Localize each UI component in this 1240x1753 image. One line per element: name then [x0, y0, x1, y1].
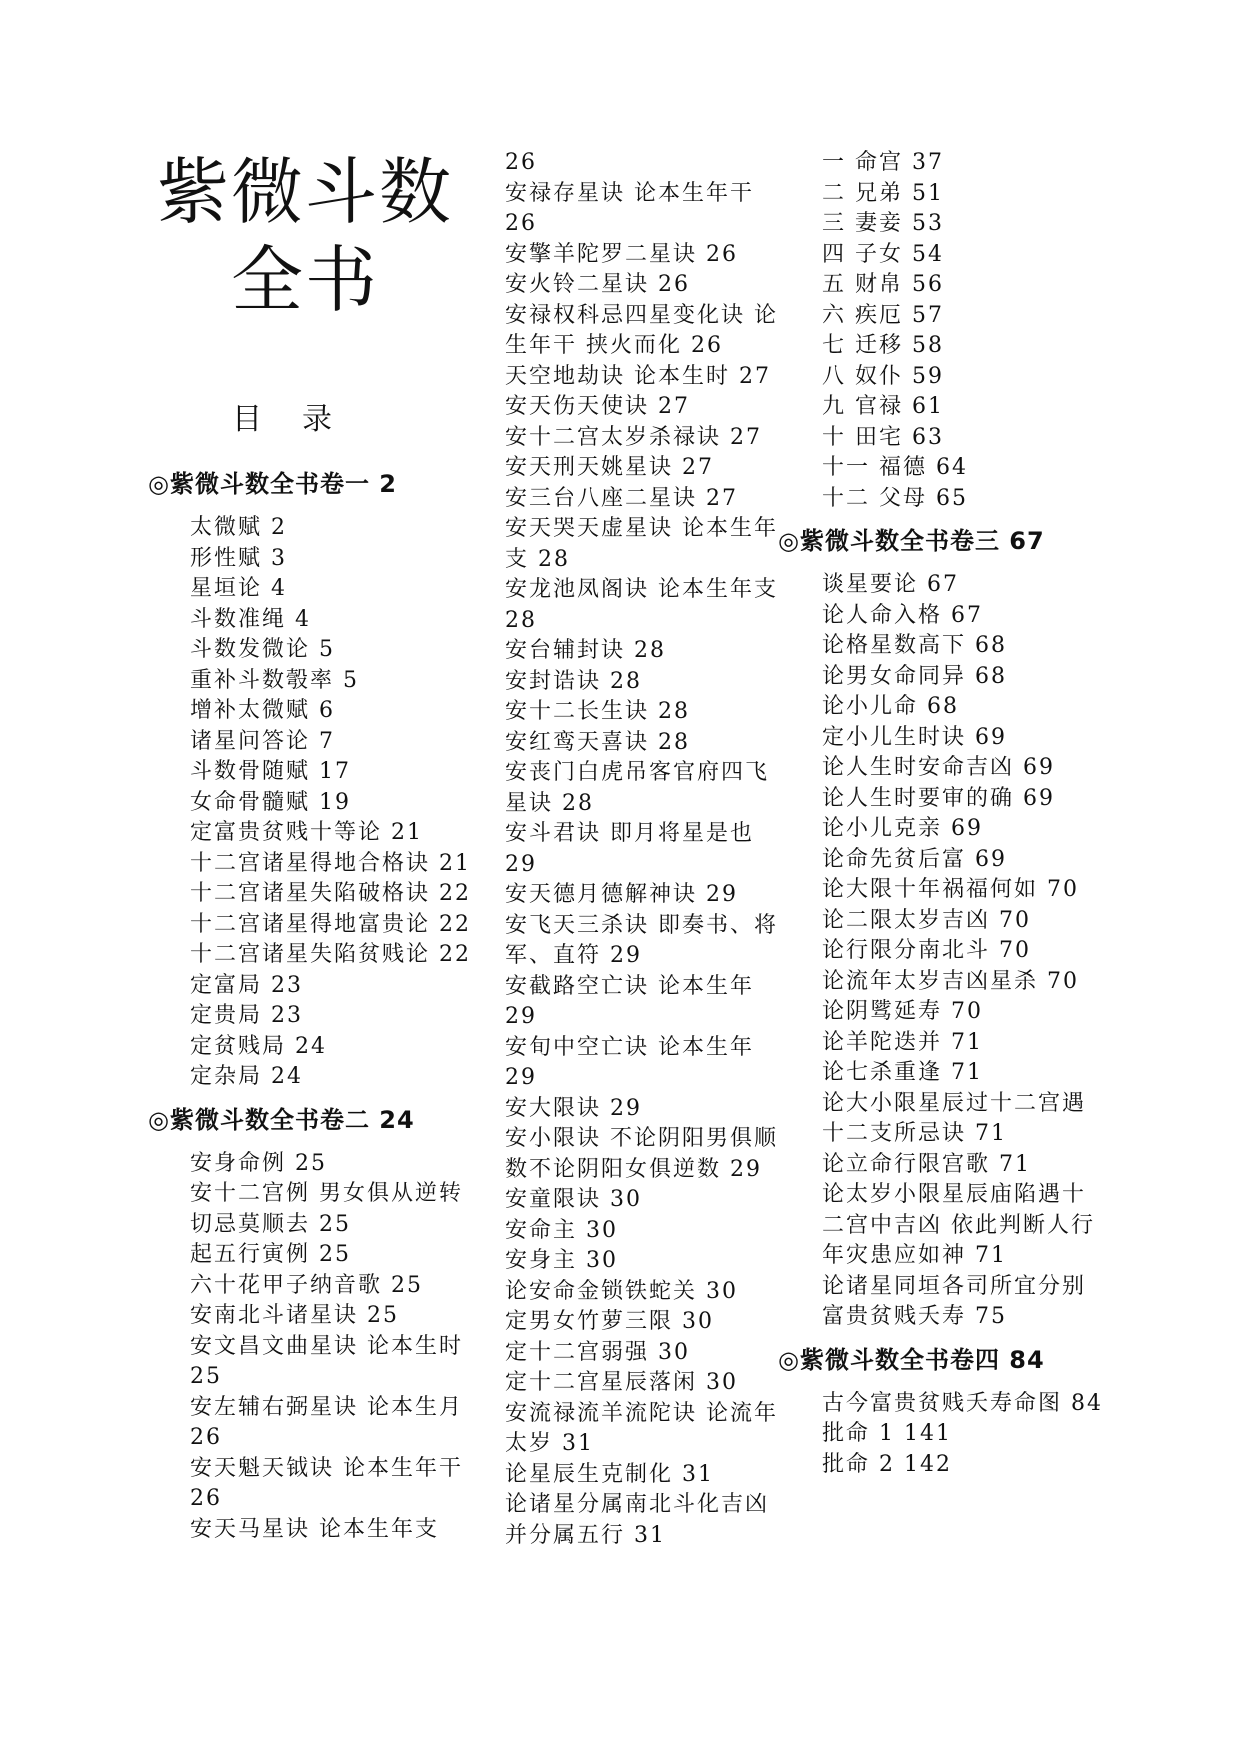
toc-entry: 二 兄弟 51 — [822, 180, 944, 206]
toc-entry: 26 — [190, 1486, 222, 1511]
toc-entry: 安身主 30 — [505, 1248, 618, 1273]
toc-entry: 论男女命同异 68 — [822, 663, 1007, 689]
toc-entry: 论太岁小限星辰庙陷遇十 — [822, 1182, 1087, 1207]
toc-entry: 安丧门白虎吊客官府四飞 — [505, 760, 770, 785]
toc-entry: 形性赋 3 — [190, 545, 287, 571]
toc-entry: 论安命金锁铁蛇关 30 — [505, 1278, 738, 1304]
toc-entry: 二宫中吉凶 依此判断人行 — [822, 1212, 1095, 1238]
toc-entry: 年灾患应如神 71 — [822, 1243, 1007, 1268]
toc-entry: 支 28 — [505, 546, 570, 572]
toc-entry: 七 迁移 58 — [822, 333, 944, 358]
toc-entry: 古今富贵贫贱夭寿命图 84 — [822, 1390, 1103, 1416]
toc-entry: 十二宫诸星失陷贫贱论 22 — [190, 942, 471, 967]
toc-entry: 十二宫诸星得地富贵论 22 — [190, 911, 471, 937]
toc-entry: 安天哭天虚星诀 论本生年 — [505, 516, 778, 541]
book-title-line-2: 全书 — [230, 238, 379, 322]
volume-heading: ◎紫微斗数全书卷四 84 — [778, 1345, 1045, 1374]
toc-entry: 女命骨髓赋 19 — [190, 789, 351, 815]
toc-entry: 论小儿克亲 69 — [822, 816, 983, 841]
toc-entry: 28 — [505, 607, 537, 633]
toc-entry: 太微赋 2 — [190, 515, 287, 540]
toc-entry: 定十二宫星辰落闲 30 — [505, 1370, 738, 1395]
toc-entry: 26 — [505, 211, 537, 236]
toc-entry: 十一 福德 64 — [822, 455, 968, 480]
toc-entry: 安斗君诀 即月将星是也 — [505, 821, 754, 846]
toc-entry: 十二 父母 65 — [822, 485, 968, 511]
toc-entry: 军、直符 29 — [505, 943, 642, 968]
toc-entry: 安十二宫太岁杀禄诀 27 — [505, 424, 762, 450]
toc-column-3 — [780, 148, 1110, 1480]
toc-entry: 谈星要论 67 — [822, 572, 959, 597]
toc-entry: 重补斗数彀率 5 — [190, 667, 359, 693]
toc-entry: 九 官禄 61 — [822, 394, 944, 419]
toc-entry: 十 田宅 63 — [822, 424, 944, 450]
toc-entry: 论命先贫后富 69 — [822, 846, 1007, 872]
volume-heading: ◎紫微斗数全书卷三 67 — [778, 527, 1045, 555]
toc-entry: 论星辰生克制化 31 — [505, 1461, 714, 1487]
toc-entry: 批命 2 142 — [822, 1451, 952, 1477]
toc-entry: 安天刑天姚星诀 27 — [505, 455, 714, 480]
toc-entry: 诸星问答论 7 — [190, 728, 335, 754]
toc-entry: 论小儿命 68 — [822, 694, 959, 719]
toc-entry: 定十二宫弱强 30 — [505, 1339, 690, 1365]
toc-entry: 安龙池凤阁诀 论本生年支 — [505, 577, 778, 602]
toc-entry: 一 命宫 37 — [822, 150, 944, 175]
toc-entry: 星垣论 4 — [190, 576, 287, 601]
toc-entry: 生年干 挟火而化 26 — [505, 333, 723, 358]
toc-entry: 29 — [505, 851, 537, 877]
toc-entry: 论诸星同垣各司所宜分别 — [822, 1273, 1087, 1299]
toc-heading: 目录 — [232, 402, 372, 437]
toc-column-2 — [505, 148, 805, 1551]
toc-entry: 安命主 30 — [505, 1217, 618, 1243]
toc-entry: 斗数发微论 5 — [190, 637, 335, 662]
toc-entry: 论立命行限宫歌 71 — [822, 1151, 1031, 1177]
toc-entry: 十二宫诸星得地合格诀 21 — [190, 850, 471, 876]
toc-entry: 安左辅右弼星诀 论本生月 — [190, 1394, 463, 1420]
toc-entry: 安封诰诀 28 — [505, 668, 642, 694]
toc-entry: 论大限十年祸福何如 70 — [822, 877, 1079, 902]
volume-heading: ◎紫微斗数全书卷二 24 — [148, 1105, 415, 1134]
toc-entry: 安十二长生诀 28 — [505, 699, 690, 724]
toc-entry: 26 — [505, 150, 537, 175]
toc-entry: 论人生时安命吉凶 69 — [822, 755, 1055, 780]
toc-entry: 富贵贫贱夭寿 75 — [822, 1304, 1007, 1329]
toc-entry: 八 奴仆 59 — [822, 363, 944, 389]
toc-entry: 定贫贱局 24 — [190, 1033, 327, 1059]
toc-entry: 安天魁天钺诀 论本生年干 — [190, 1455, 463, 1481]
toc-entry: 论人命入格 67 — [822, 602, 983, 628]
toc-entry: 安台辅封诀 28 — [505, 638, 666, 663]
toc-entry: 六 疾厄 57 — [822, 302, 944, 328]
toc-entry: 安身命例 25 — [190, 1150, 327, 1176]
toc-entry: 五 财帛 56 — [822, 272, 944, 297]
toc-entry: 安南北斗诸星诀 25 — [190, 1303, 399, 1328]
toc-column-1 — [148, 467, 471, 1545]
toc-entry: 论流年太岁吉凶星杀 70 — [822, 968, 1079, 994]
toc-entry: 安三台八座二星诀 27 — [505, 485, 738, 511]
book-title — [150, 148, 460, 324]
toc-entry: 安天马星诀 论本生年支 — [190, 1516, 439, 1542]
toc-entry: 安大限诀 29 — [505, 1095, 642, 1121]
toc-entry: 安天德月德解神诀 29 — [505, 882, 738, 907]
toc-entry: 安流禄流羊流陀诀 论流年 — [505, 1400, 778, 1426]
toc-entry: 斗数骨随赋 17 — [190, 759, 351, 784]
toc-entry: 定富局 23 — [190, 972, 303, 998]
toc-entry: 安小限诀 不论阴阳男俱顺 — [505, 1126, 778, 1151]
toc-entry: 安飞天三杀诀 即奏书、将 — [505, 912, 778, 938]
toc-entry: 斗数准绳 4 — [190, 606, 311, 632]
toc-entry: 29 — [505, 1065, 537, 1090]
toc-entry: 批命 1 141 — [822, 1421, 952, 1446]
toc-entry: 论阴骘延寿 70 — [822, 999, 983, 1024]
toc-entry: 太岁 31 — [505, 1431, 594, 1456]
toc-entry: 天空地劫诀 论本生时 27 — [505, 363, 771, 389]
toc-entry: 起五行寅例 25 — [190, 1242, 351, 1267]
toc-entry: 26 — [190, 1425, 222, 1450]
toc-entry: 增补太微赋 6 — [190, 698, 335, 723]
toc-entry: 安红鸾天喜诀 28 — [505, 729, 690, 755]
book-title-line-1: 紫微斗数 — [156, 150, 453, 234]
toc-entry: 安童限诀 30 — [505, 1187, 642, 1212]
volume-heading: ◎紫微斗数全书卷一 2 — [148, 470, 397, 498]
toc-entry: 论七杀重逢 71 — [822, 1060, 983, 1085]
toc-entry: 论羊陀迭并 71 — [822, 1029, 983, 1055]
toc-entry: 安旬中空亡诀 论本生年 — [505, 1034, 754, 1060]
toc-entry: 论格星数高下 68 — [822, 633, 1007, 658]
toc-entry: 星诀 28 — [505, 790, 594, 816]
toc-entry: 25 — [190, 1364, 222, 1389]
toc-entry: 安截路空亡诀 论本生年 — [505, 973, 754, 999]
toc-entry: 数不论阴阳女俱逆数 29 — [505, 1156, 762, 1182]
toc-entry: 定贵局 23 — [190, 1003, 303, 1028]
toc-entry: 29 — [505, 1004, 537, 1029]
toc-entry: 十二宫诸星失陷破格诀 22 — [190, 881, 471, 906]
toc-entry: 论行限分南北斗 70 — [822, 938, 1031, 963]
toc-entry: 安火铃二星诀 26 — [505, 272, 690, 297]
toc-entry: 定男女竹萝三限 30 — [505, 1309, 714, 1334]
toc-entry: 安文昌文曲星诀 论本生时 — [190, 1333, 463, 1359]
toc-entry: 安禄存星诀 论本生年干 — [505, 180, 754, 206]
toc-entry: 定小儿生时诀 69 — [822, 724, 1007, 750]
toc-entry: 论人生时要审的确 69 — [822, 785, 1055, 811]
toc-entry: 四 子女 54 — [822, 241, 944, 267]
toc-entry: 定富贵贫贱十等论 21 — [190, 820, 423, 845]
toc-entry: 安擎羊陀罗二星诀 26 — [505, 241, 738, 267]
toc-entry: 论大小限星辰过十二宫遇 — [822, 1090, 1087, 1116]
toc-entry: 安禄权科忌四星变化诀 论 — [505, 302, 778, 328]
toc-entry: 论诸星分属南北斗化吉凶 — [505, 1492, 770, 1517]
toc-entry: 安十二宫例 男女俱从逆转 — [190, 1181, 463, 1206]
toc-entry: 切忌莫顺去 25 — [190, 1211, 351, 1237]
toc-entry: 十二支所忌诀 71 — [822, 1121, 1007, 1146]
toc-entry: 论二限太岁吉凶 70 — [822, 907, 1031, 933]
toc-entry: 定杂局 24 — [190, 1064, 303, 1089]
toc-entry: 六十花甲子纳音歌 25 — [190, 1272, 423, 1298]
toc-entry: 三 妻妾 53 — [822, 211, 944, 236]
toc-entry: 安天伤天使诀 27 — [505, 394, 690, 419]
toc-entry: 并分属五行 31 — [505, 1522, 666, 1548]
